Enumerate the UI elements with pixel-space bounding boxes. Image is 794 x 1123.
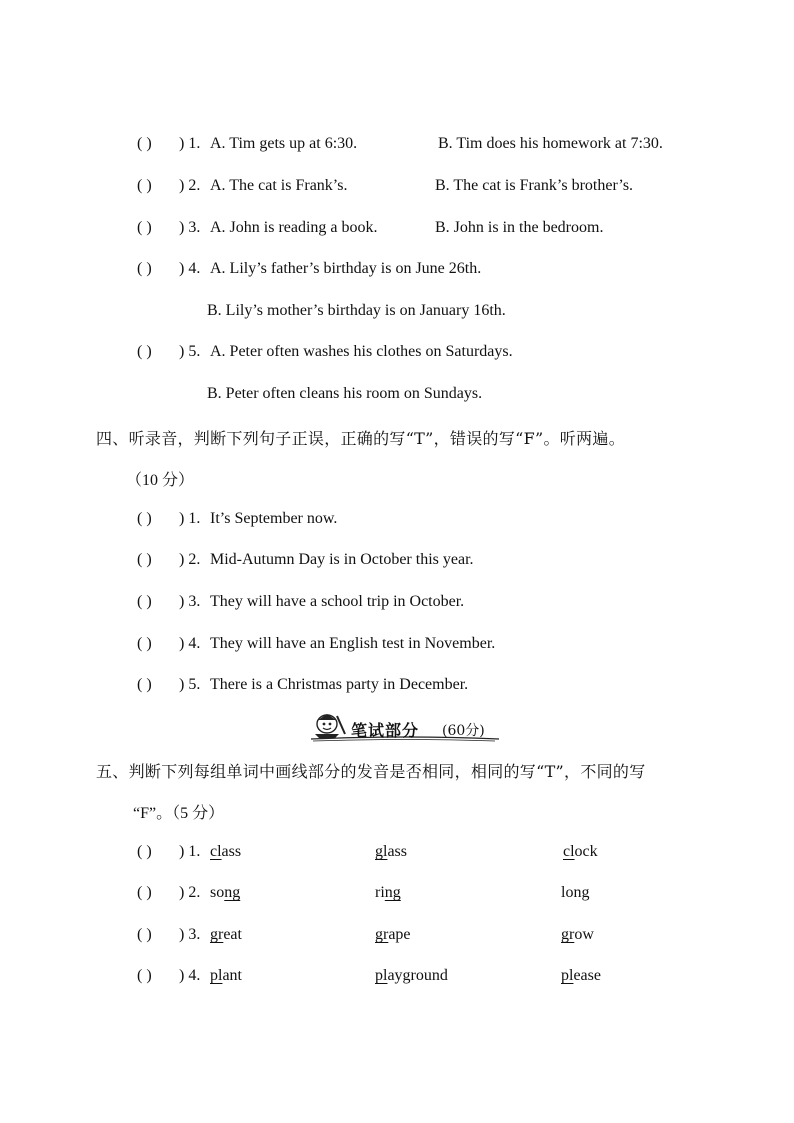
underlined-part: pl <box>210 967 223 984</box>
answer-blank[interactable]: ( ) <box>137 551 152 568</box>
section4-points: （10 分） <box>126 472 195 489</box>
statement: They will have a school trip in October. <box>210 593 465 610</box>
word: class <box>210 843 242 860</box>
option-a: A. Lily’s father’s birthday is on June 26th. <box>210 260 482 277</box>
answer-blank[interactable]: ( ) <box>137 884 152 901</box>
item-number: ) 4. <box>179 967 201 984</box>
section4-heading: 四、听录音，判断下列句子正误，正确的写“T”，错误的写“F”。听两遍。 <box>96 429 625 448</box>
answer-blank[interactable]: ( ) <box>137 260 152 277</box>
item-number: ) 4. <box>179 260 201 277</box>
option-a: A. The cat is Frank’s. <box>210 177 348 194</box>
word: great <box>210 926 242 943</box>
answer-blank[interactable]: ( ) <box>137 177 152 194</box>
underlined-part: gr <box>375 926 389 943</box>
option-b: B. John is in the bedroom. <box>435 219 604 236</box>
underlined-part: pl <box>375 967 388 984</box>
word: glass <box>375 843 408 860</box>
item-number: ) 5. <box>179 676 201 693</box>
option-b: B. Lily’s mother’s birthday is on January 16th. <box>207 302 506 319</box>
option-a: A. Tim gets up at 6:30. <box>210 135 358 152</box>
underlined-part: ng <box>384 884 401 901</box>
item-number: ) 3. <box>179 593 201 610</box>
answer-blank[interactable]: ( ) <box>137 967 152 984</box>
statement: Mid-Autumn Day is in October this year. <box>210 551 474 568</box>
item-number: ) 2. <box>179 551 201 568</box>
underlined-part: gl <box>375 843 388 860</box>
word: clock <box>563 843 598 860</box>
word: grow <box>561 926 594 943</box>
section5-heading: 五、判断下列每组单词中画线部分的发音是否相同，相同的写“T”，不同的写 <box>96 762 646 781</box>
answer-blank[interactable]: ( ) <box>137 635 152 652</box>
word: song <box>210 884 241 901</box>
statement: There is a Christmas party in December. <box>210 676 469 693</box>
word: ring <box>375 884 401 901</box>
item-number: ) 2. <box>179 177 201 194</box>
section5-heading-cont: “F”。（5 分） <box>133 805 225 822</box>
underlined-part: gr <box>210 926 224 943</box>
item-number: ) 3. <box>179 219 201 236</box>
word: long <box>561 884 590 901</box>
item-number: ) 1. <box>179 843 201 860</box>
answer-blank[interactable]: ( ) <box>137 676 152 693</box>
answer-blank[interactable]: ( ) <box>137 135 152 152</box>
word: please <box>561 967 601 984</box>
underlined-part: ng <box>224 884 241 901</box>
option-b: B. Peter often cleans his room on Sundays. <box>207 385 483 402</box>
underlined-part: cl <box>563 843 575 860</box>
word: plant <box>210 967 242 984</box>
item-number: ) 2. <box>179 884 201 901</box>
item-number: ) 4. <box>179 635 201 652</box>
option-a: A. John is reading a book. <box>210 219 378 236</box>
statement: It’s September now. <box>210 510 338 527</box>
answer-blank[interactable]: ( ) <box>137 219 152 236</box>
answer-blank[interactable]: ( ) <box>137 843 152 860</box>
item-number: ) 3. <box>179 926 201 943</box>
answer-blank[interactable]: ( ) <box>137 343 152 360</box>
pencil-mascot-icon <box>315 714 345 738</box>
answer-blank[interactable]: ( ) <box>137 926 152 943</box>
answer-blank[interactable]: ( ) <box>137 593 152 610</box>
statement: They will have an English test in November. <box>210 635 496 652</box>
item-number: ) 5. <box>179 343 201 360</box>
option-b: B. Tim does his homework at 7:30. <box>438 135 663 152</box>
underlined-part: gr <box>561 926 575 943</box>
underlined-part: pl <box>561 967 574 984</box>
item-number: ) 1. <box>179 135 201 152</box>
answer-blank[interactable]: ( ) <box>137 510 152 527</box>
banner-score: (60分) <box>442 723 485 739</box>
item-number: ) 1. <box>179 510 201 527</box>
option-b: B. The cat is Frank’s brother’s. <box>435 177 634 194</box>
word: grape <box>375 926 411 943</box>
banner-title: 笔试部分 <box>351 721 420 740</box>
option-a: A. Peter often washes his clothes on Saturdays. <box>210 343 513 360</box>
underlined-part: cl <box>210 843 222 860</box>
word: playground <box>375 967 448 984</box>
